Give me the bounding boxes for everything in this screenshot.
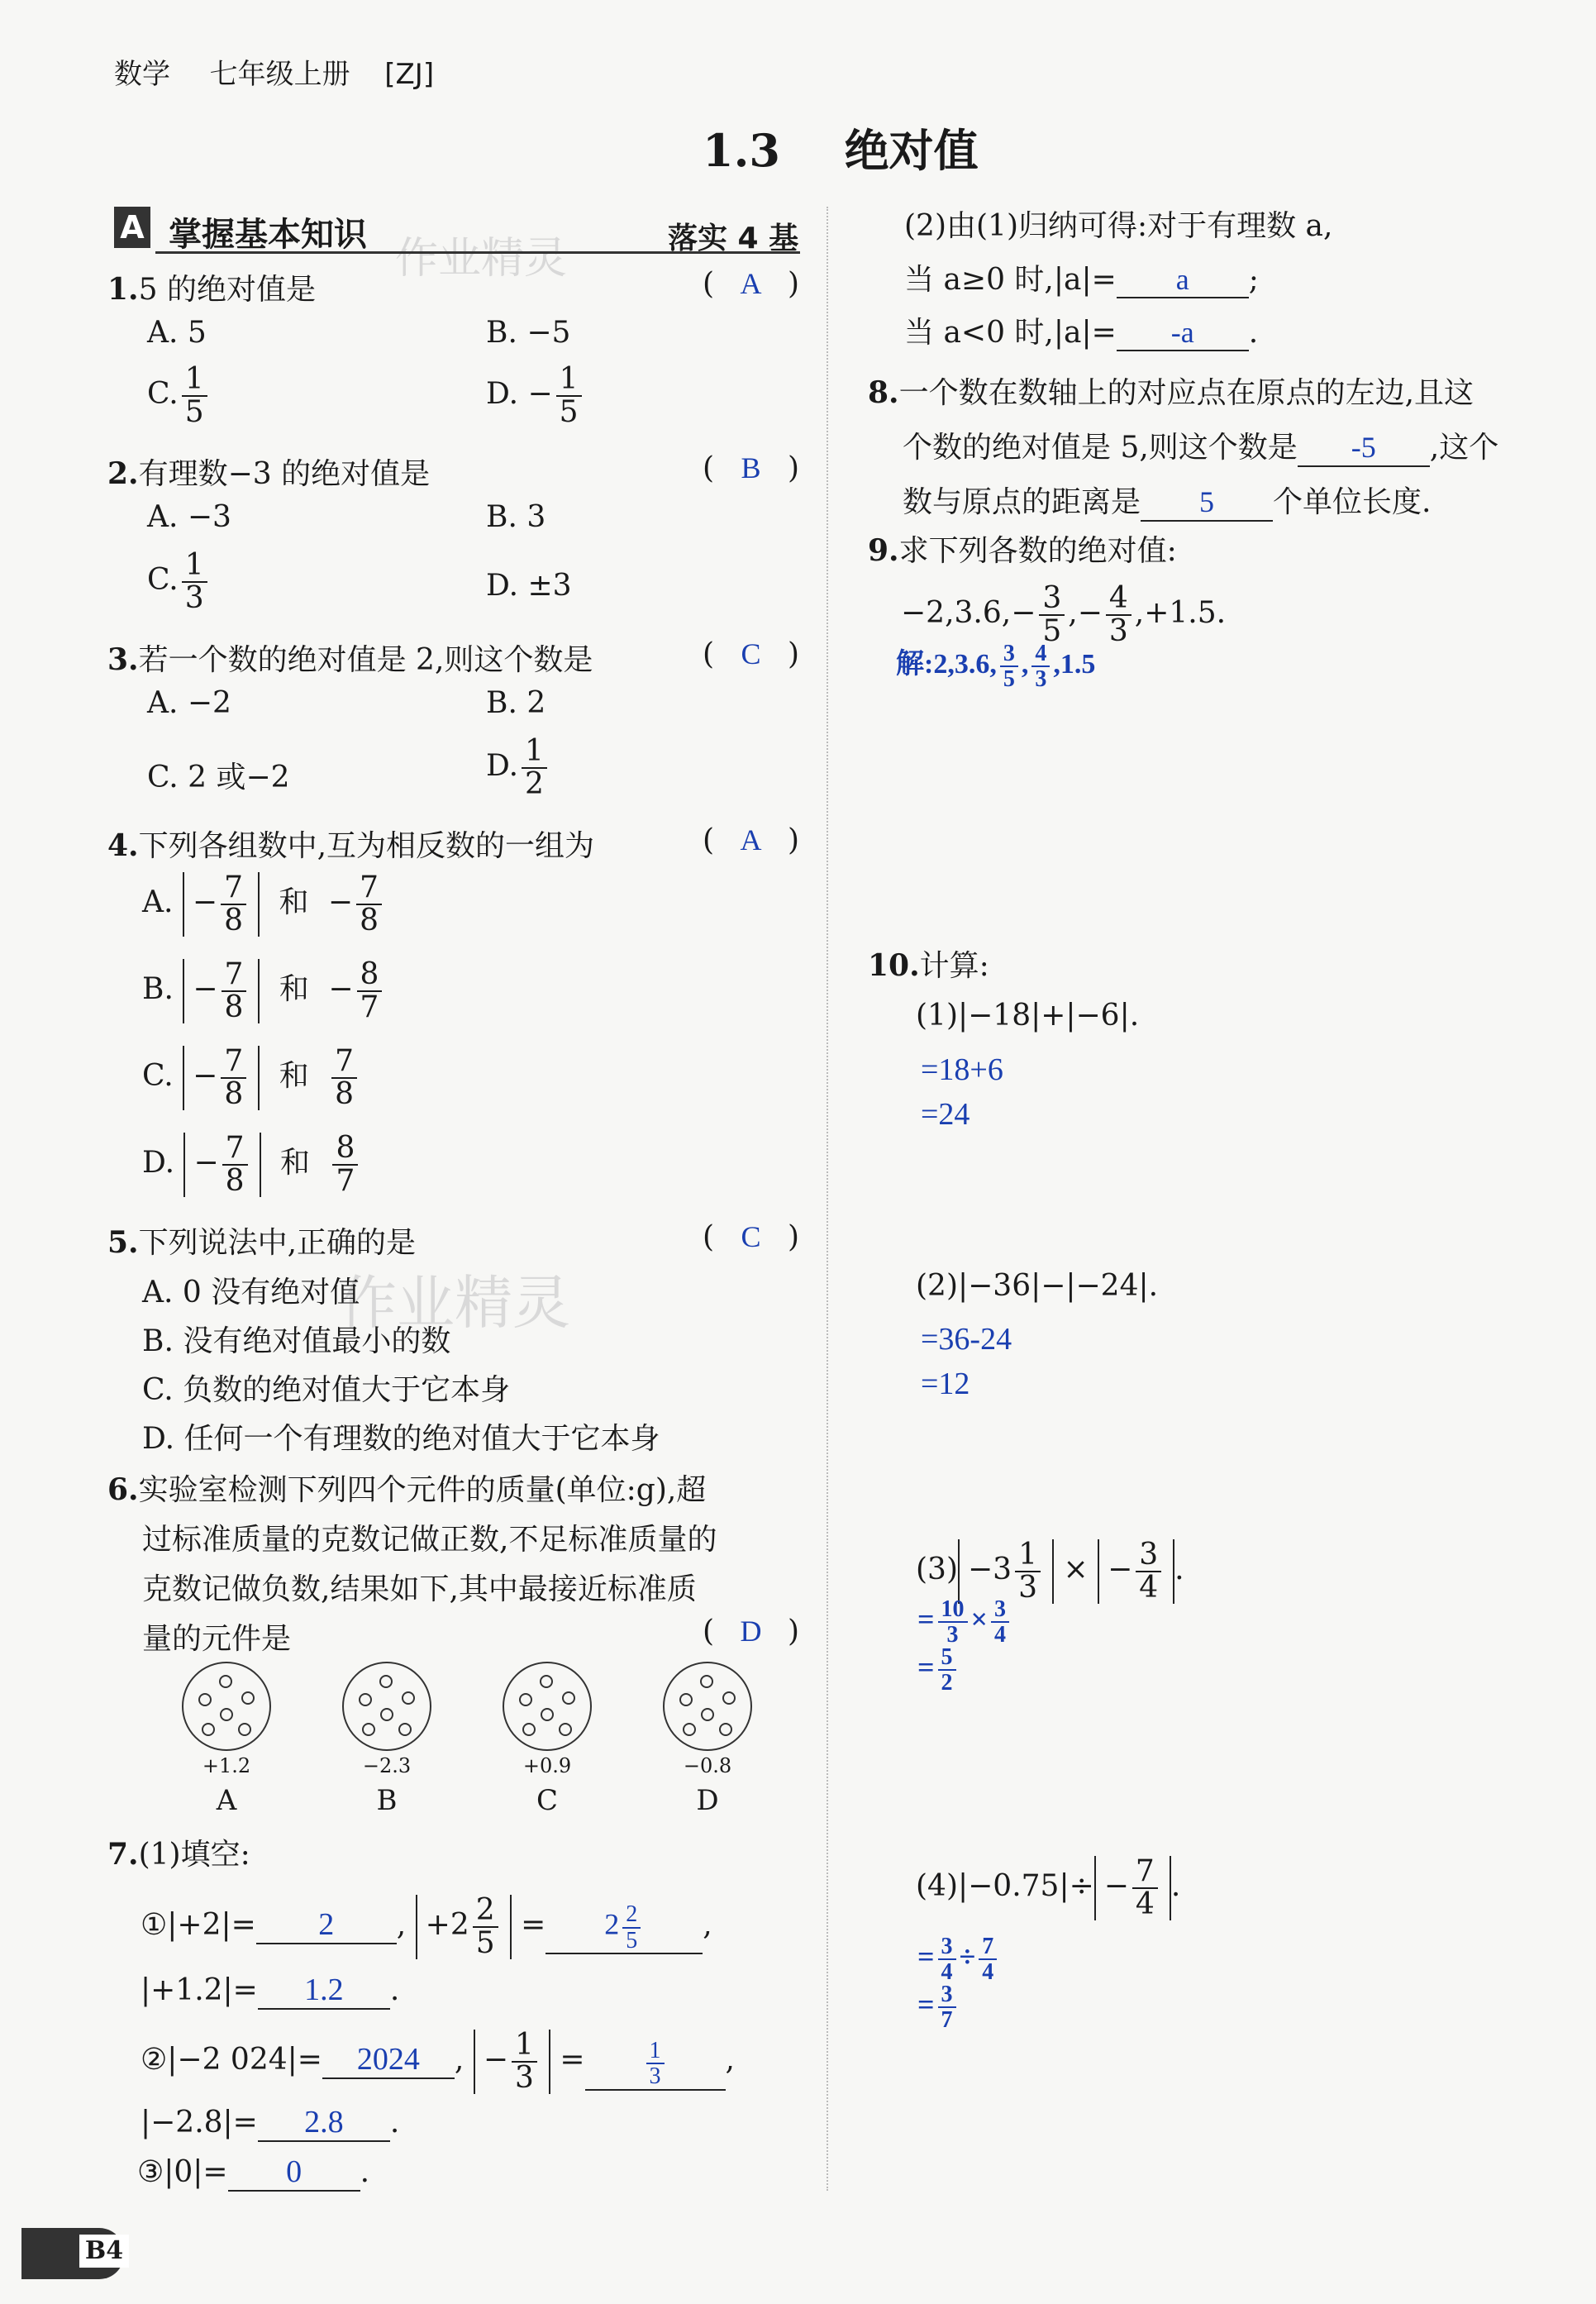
question-3 [107,637,593,679]
q6-line4: 量的元件是 [142,1622,292,1656]
header-grade: 七年级上册 [209,58,350,91]
frac-num: 7 [221,1046,246,1079]
q10-number: 10. [868,948,920,983]
section-tag: 落实 4 基 [668,222,799,255]
frac-den: 8 [224,990,244,1024]
q1-option-d [486,364,585,428]
frac-num: 8 [357,959,383,992]
mixed-whole: 2 [450,1907,469,1942]
frac-num: 3 [1136,1539,1161,1572]
times-symbol: × [1063,1552,1089,1586]
component-b [342,1662,441,1827]
component-label: D [696,1784,719,1817]
abs-value-bars: − $\frac{7}{8}$ [183,1046,260,1110]
q3-d-fraction [522,736,547,800]
mixed-whole: 2 [604,1907,620,1941]
page-number: B4 [79,2235,129,2268]
q4-stem: 下列各组数中,互为相反数的一组为 [138,829,595,863]
q7-cond2-text: 当 a<0 时,|a|= [904,316,1117,350]
q3-number: 3. [107,642,139,677]
q6-answer-bracket: ( D ) [703,1615,799,1648]
component-label: A [216,1784,237,1817]
q2-stem: 有理数−3 的绝对值是 [138,457,431,491]
section-name: 掌握基本知识 [169,216,367,254]
frac-num: 3 [1000,642,1018,667]
hole-icon [559,1723,572,1736]
q7-number: 7. [107,1837,139,1872]
q10-p3-step2: = $\frac{5}{2}$ [917,1645,960,1696]
hole-icon [359,1693,372,1706]
frac-den: 3 [1018,1570,1037,1605]
q5-answer-bracket: ( C ) [703,1220,799,1254]
q5-answer: C [741,1220,761,1253]
q5-option-b: B. 没有绝对值最小的数 [142,1324,451,1358]
component-value: +0.9 [522,1754,572,1777]
frac-den: 3 [514,2060,534,2095]
frac-num: 1 [646,2039,665,2064]
q6-number: 6. [107,1472,139,1507]
q9-solution [896,641,1095,692]
component-value: +1.2 [202,1754,251,1777]
q7-r1a-prompt: ①|+2|= [141,1907,256,1942]
q5-option-a: A. 0 没有绝对值 [142,1276,360,1309]
q2-option-d: D. ±3 [486,569,572,603]
frac-num: 4 [1106,583,1131,616]
q10-part1: (1)|−18|+|−6|. [916,999,1140,1033]
q4-option-label: A. [142,885,174,919]
hole-icon [402,1691,415,1705]
minus-sign: − [1108,1552,1133,1586]
q9-number: 9. [868,533,899,568]
frac-den: 8 [225,1163,245,1198]
q1-d-fraction [556,364,582,428]
frac-num: 3 [1039,583,1065,616]
q9-sol-post: ,1.5 [1053,649,1096,680]
frac-den: 4 [1139,1570,1159,1605]
question-2 [107,451,430,493]
hole-icon [719,1723,732,1736]
frac-num: 7 [222,959,247,992]
q3-d-label: D. [486,748,519,783]
frac-num: 7 [222,1133,248,1166]
q1-option-a: A. 5 [147,316,207,350]
header-edition: [ZJ] [384,58,435,91]
q10-p2-step1: =36-24 [921,1322,1012,1357]
q3-option-a: A. −2 [147,686,231,720]
component-value: −0.8 [683,1754,732,1777]
frac-den: 3 [649,2063,661,2090]
q4-number: 4. [107,828,139,863]
q7-r4-answer: 2.8 [258,2104,390,2142]
q8-line3: 数与原点的距离是 [903,485,1141,519]
q1-answer: A [740,267,762,300]
q4-and: 和 [280,1145,311,1180]
q8-number: 8. [868,375,899,410]
abs-value-bars: − $\frac{1}{3}$ [474,2030,550,2094]
minus-sign: − [1103,1868,1129,1903]
frac-num: 8 [332,1133,358,1166]
q5-stem: 下列说法中,正确的是 [138,1226,417,1260]
q3-option-b: B. 2 [486,686,546,720]
q6-line1: 实验室检测下列四个元件的质量(单位:g),超 [138,1473,707,1507]
running-header [114,51,434,92]
hole-icon [701,1708,714,1721]
frac-num: 2 [473,1895,498,1928]
q2-answer-bracket: ( B ) [703,451,799,485]
component-label: C [536,1784,558,1817]
frac-num: 1 [182,550,207,583]
q7-row5: ③|0|= 0 . [137,2154,369,2192]
q2-number: 2. [107,456,139,491]
frac-num: 1 [512,2030,537,2063]
hole-icon [562,1691,575,1705]
q4-option-label: C. [142,1058,174,1093]
mixed-whole: −3 [968,1552,1012,1586]
q1-number: 1. [107,272,139,307]
frac-den: 5 [475,1925,495,1960]
frac-den: 7 [360,990,379,1024]
q7-ans2: -a [1117,315,1249,351]
abs-value-bars [958,1539,1054,1604]
q9-list-b: ,− [1068,595,1103,630]
component-d [663,1662,762,1827]
frac-num: 1 [1015,1539,1041,1572]
q10-p3-step1: = $\frac{10}{3}$ × $\frac{3}{4}$ [917,1597,1012,1648]
q10-p1-step2: =24 [921,1097,970,1132]
component-a [182,1662,281,1827]
frac-num: 7 [356,872,382,905]
q1-c-label: C. [147,376,179,411]
frac-num: 7 [221,872,246,905]
q7-r4-prompt: |−2.8|= [141,2106,258,2139]
frac-den: 5 [184,394,204,429]
column-divider [827,207,828,2191]
q8-line2: 个数的绝对值是 5,则这个数是 [903,431,1298,465]
q4-answer-bracket: ( A ) [703,823,799,857]
q10-part3 [916,1539,1184,1604]
q1-c-fraction [182,364,207,428]
hole-icon [238,1723,251,1736]
hole-icon [700,1675,713,1688]
q9-list-c: ,+1.5. [1134,595,1227,630]
q8-ans1: -5 [1298,429,1430,467]
q1-option-c [147,364,211,428]
hole-icon [522,1723,536,1736]
period: . [1174,1552,1184,1586]
frac-den: 7 [336,1163,355,1198]
q7-r5-answer: 0 [228,2154,360,2192]
q4-and: 和 [279,885,309,919]
section-underline [155,251,800,254]
q10-p2-step2: =12 [921,1367,970,1401]
title-text: 绝对值 [844,124,979,177]
q7-r5-prompt: ③|0|= [137,2155,228,2189]
question-7 [107,1831,250,1873]
abs-value-bars: − $\frac{7}{8}$ [183,959,260,1023]
q2-answer: B [741,451,761,484]
q7-part1: (1)填空: [138,1838,250,1872]
hole-icon [219,1675,232,1688]
q9-sep: , [1021,649,1029,680]
question-6 [107,1465,717,1664]
frac-num: 7 [979,1934,997,1960]
hole-icon [198,1693,212,1706]
q4-option-b [142,959,385,1023]
q9-stem: 求下列各数的绝对值: [898,534,1177,568]
frac-num: 2 [622,1902,641,1928]
page-title [703,116,979,179]
section-header [114,207,800,284]
frac-num: 1 [182,364,207,397]
q7-cond2: 当 a<0 时,|a|= -a . [904,316,1259,350]
q8-line2-end: ,这个 [1429,431,1499,465]
q3-answer: C [741,637,761,670]
frac-num: 7 [331,1046,357,1079]
q8-line1: 一个数在数轴上的对应点在原点的左边,且这 [898,376,1475,410]
q7-r3b-answer [585,2039,726,2091]
q7-r3a-prompt: ②|−2 024|= [141,2042,322,2077]
question-5 [107,1219,416,1262]
q7-r2-answer: 1.2 [258,1972,390,2010]
frac-num: 7 [1132,1856,1158,1889]
frac-den: 5 [1042,613,1062,648]
frac-den: 8 [335,1076,355,1111]
q6-line3: 克数记做负数,结果如下,其中最接近标准质 [142,1572,697,1606]
q5-number: 5. [107,1225,139,1260]
component-value: −2.3 [362,1754,412,1777]
frac-den: 3 [1035,666,1047,693]
q1-answer-bracket: ( A ) [703,267,799,301]
q10-stem: 计算: [919,949,989,983]
question-4 [107,823,594,865]
frac-num: 3 [991,1597,1009,1623]
frac-den: 4 [941,1959,953,1986]
question-10 [868,942,989,985]
q7-cond1-text: 当 a≥0 时,|a|= [904,263,1117,297]
q4-option-label: B. [142,971,174,1006]
q10-p4-step2: = $\frac{3}{7}$ [917,1982,960,2033]
q10-part4 [916,1856,1180,1920]
q6-line2: 过标准质量的克数记做正数,不足标准质量的 [142,1523,717,1557]
divide-symbol: ÷ [959,1939,976,1973]
q9-list-a: −2,3.6,− [901,595,1036,630]
watermark: 作业精灵 [339,1269,570,1337]
abs-value-bars: − $\frac{7}{8}$ [183,1133,260,1197]
q4-and: 和 [279,971,309,1006]
q2-c-label: C. [147,562,179,597]
hole-icon [220,1708,233,1721]
frac-den: 4 [994,1622,1007,1648]
q7-cond1: 当 a≥0 时,|a|= a ; [904,263,1259,297]
section-watermark: 作业精灵 [395,234,568,284]
q2-option-a: A. −3 [147,500,231,534]
hole-icon [380,1708,393,1721]
abs-value-bars: +2 $\frac{2}{5}$ [416,1895,512,1959]
q8-line3-end: 个单位长度. [1273,485,1432,519]
q7-r1a-answer: 2 [256,1906,397,1944]
q7-row4: |−2.8|= 2.8 . [141,2104,399,2142]
hole-icon [519,1693,532,1706]
q10-p4-label: (4)|−0.75|÷ [916,1868,1094,1903]
hole-icon [683,1723,696,1736]
abs-value-bars: − $\frac{7}{8}$ [183,872,260,937]
hole-icon [679,1693,693,1706]
q4-option-label: D. [142,1145,175,1180]
hole-icon [540,1675,553,1688]
frac-den: 5 [559,394,579,429]
hole-icon [362,1723,375,1736]
frac-den: 4 [982,1959,994,1986]
q7-row3: ②|−2 024|= 2024 , − $\frac{1}{3}$ = $\frac{1}{3}$ , [141,2028,735,2095]
q7-r1b-answer [545,1902,703,1954]
frac-num: 1 [522,736,547,769]
q7-r2-prompt: |+1.2|= [141,1973,258,2007]
q7-row2: |+1.2|= 1.2 . [141,1972,399,2010]
hole-icon [241,1691,255,1705]
frac-num: 3 [938,1934,956,1960]
frac-den: 4 [1135,1887,1155,1921]
q4-and: 和 [279,1058,309,1093]
q3-answer-bracket: ( C ) [703,637,799,671]
frac-den: 3 [1108,613,1128,648]
q2-option-b: B. 3 [486,500,546,534]
q3-option-d [486,736,550,800]
frac-den: 2 [525,766,544,801]
section-badge: A [114,207,150,248]
q6-answer: D [740,1615,762,1648]
frac-den: 3 [184,580,204,615]
q4-answer: A [740,823,762,856]
frac-den: 3 [946,1622,959,1648]
q4-option-d [142,1133,361,1197]
q1-stem: 5 的绝对值是 [138,273,316,307]
frac-den: 8 [360,903,379,937]
q4-option-c [142,1046,360,1110]
component-c [503,1662,602,1827]
hole-icon [398,1723,412,1736]
q1-option-b: B. −5 [486,316,571,350]
frac-num: 10 [938,1597,968,1623]
q9-sol-pre: 解:2,3.6, [896,649,997,680]
q7-ans1: a [1117,262,1249,298]
frac-den: 8 [224,1076,244,1111]
q3-stem: 若一个数的绝对值是 2,则这个数是 [138,643,593,677]
hole-icon [379,1675,393,1688]
q7-part2: (2)由(1)归纳可得:对于有理数 a, [904,209,1333,243]
q10-part2: (2)|−36|−|−24|. [916,1269,1159,1303]
question-1 [107,266,316,308]
q4-sign: − [327,885,354,919]
q5-option-d: D. 任何一个有理数的绝对值大于它本身 [142,1422,660,1456]
component-label: B [376,1784,398,1817]
q9-list [901,583,1226,647]
frac-den: 7 [941,2007,953,2034]
frac-den: 5 [626,1927,638,1953]
frac-num: 1 [556,364,582,397]
q5-option-c: C. 负数的绝对值大于它本身 [142,1373,511,1407]
q10-p4-step1: = $\frac{3}{4}$ ÷ $\frac{7}{4}$ [917,1934,1000,1985]
q10-p3-label: (3) [916,1552,958,1586]
q3-option-c: C. 2 或−2 [147,761,290,794]
frac-num: 5 [938,1645,956,1671]
abs-value-bars [1094,1856,1171,1920]
q10-p1-step1: =18+6 [921,1052,1003,1087]
frac-den: 8 [224,903,243,937]
question-8 [868,365,1498,530]
hole-icon [202,1723,215,1736]
hole-icon [541,1708,554,1721]
title-number: 1.3 [703,124,780,177]
frac-num: 4 [1031,642,1050,667]
q4-sign: − [328,971,354,1006]
q2-c-fraction [182,550,207,614]
question-9 [868,527,1177,570]
q7-row1: ①|+2|= 2 , +2 $\frac{2}{5}$ = 2 $\frac{2}{5}$ , [141,1893,712,1960]
abs-value-bars [1098,1539,1174,1604]
q8-ans2: 5 [1141,484,1273,522]
q7-r3a-answer: 2024 [322,2041,455,2079]
frac-num: 3 [938,1982,956,2008]
frac-den: 2 [941,1670,953,1696]
q1-d-label: D. − [486,376,553,411]
period: . [1170,1868,1181,1903]
header-subject: 数学 [114,58,170,91]
q2-option-c [147,550,211,614]
hole-icon [722,1691,736,1705]
frac-den: 5 [1003,666,1015,693]
q4-option-a [142,872,385,937]
